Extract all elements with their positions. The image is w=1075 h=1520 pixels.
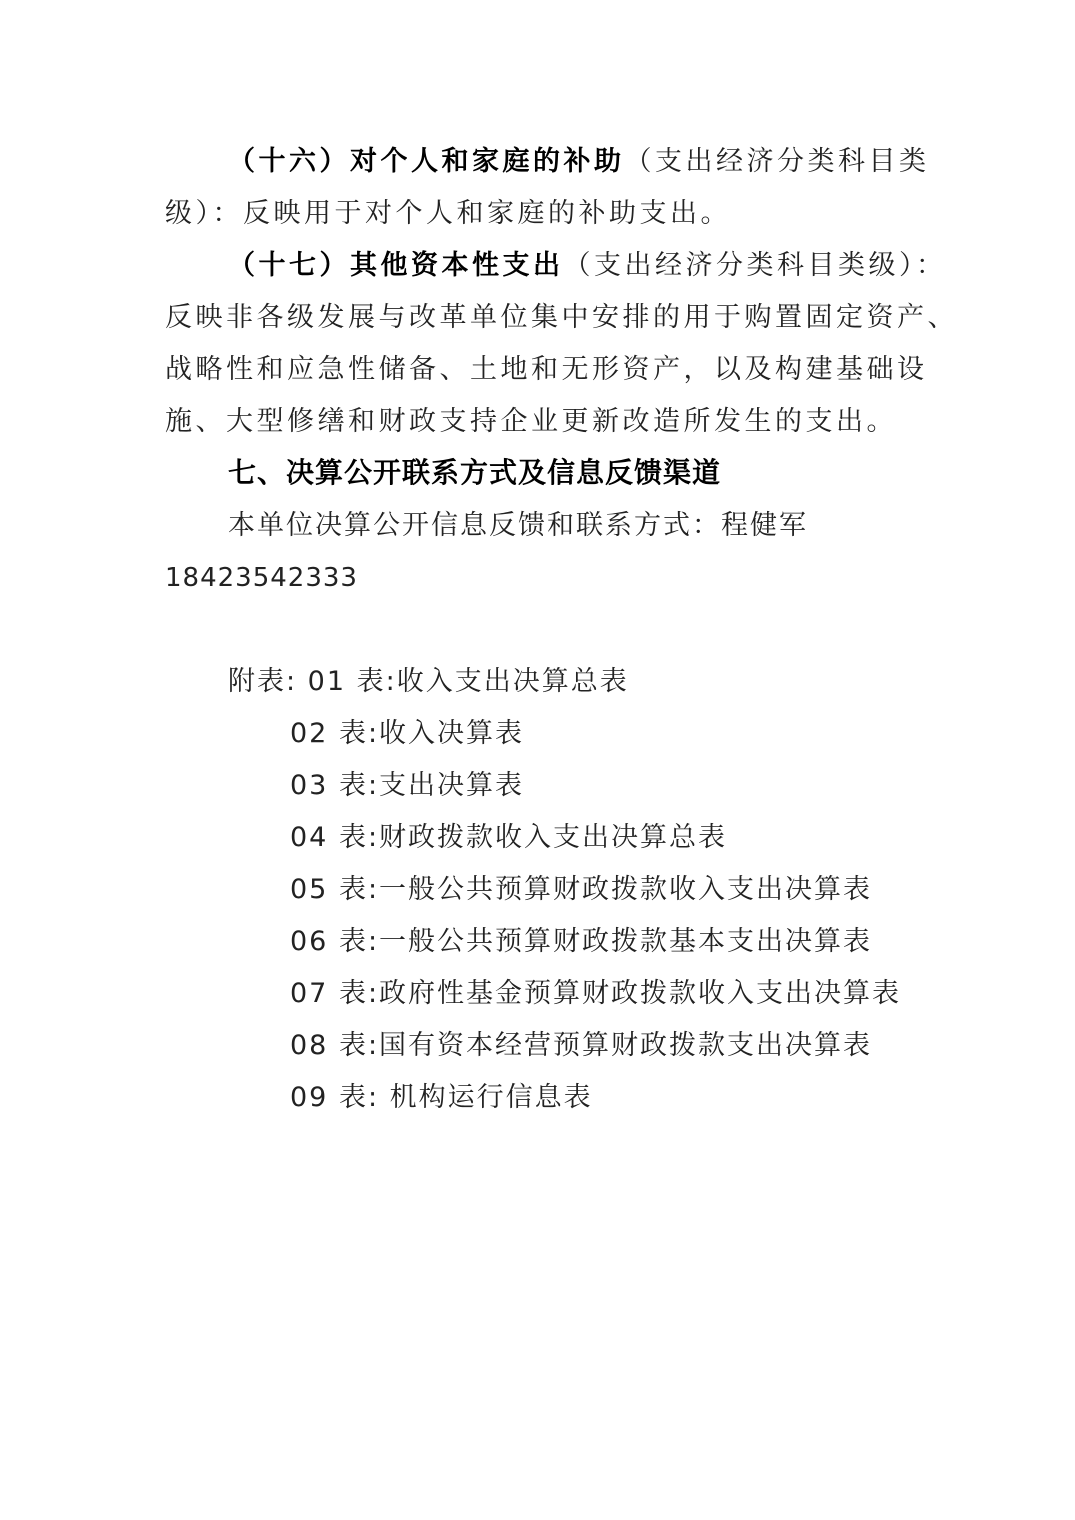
appendix-item-07: 07 表:政府性基金预算财政拨款收入支出决算表 [290, 978, 902, 1009]
section16-line2: 级）：反映用于对个人和家庭的补助支出。 [165, 198, 731, 229]
appendix-item-01: 附表: 01 表:收入支出决算总表 [228, 666, 629, 697]
appendix-item-09: 09 表: 机构运行信息表 [290, 1082, 593, 1113]
contact-phone: 18423542333 [165, 563, 358, 593]
appendix-item-03: 03 表:支出决算表 [290, 770, 525, 801]
section17-line3: 战略性和应急性储备、土地和无形资产，以及构建基础设 [165, 354, 928, 385]
appendix-item-04: 04 表:财政拨款收入支出决算总表 [290, 822, 728, 853]
contact-line: 本单位决算公开信息反馈和联系方式：程健军 [228, 510, 808, 541]
appendix-item-05: 05 表:一般公共预算财政拨款收入支出决算表 [290, 874, 873, 905]
section17-note: （支出经济分类科目类级）： [563, 250, 947, 281]
appendix-item-02: 02 表:收入决算表 [290, 718, 525, 749]
section7-heading: 七、决算公开联系方式及信息反馈渠道 [228, 456, 722, 489]
section16-note: （支出经济分类科目类 [624, 146, 930, 177]
section16-line1 [228, 145, 930, 179]
section17-title: （十七）其他资本性支出 [228, 250, 564, 281]
section17-line4: 施、大型修缮和财政支持企业更新改造所发生的支出。 [165, 406, 897, 437]
appendix-item-08: 08 表:国有资本经营预算财政拨款支出决算表 [290, 1030, 873, 1061]
section17-line1 [228, 249, 947, 283]
section17-line2: 反映非各级发展与改革单位集中安排的用于购置固定资产、 [165, 302, 958, 333]
section16-title: （十六）对个人和家庭的补助 [228, 146, 625, 177]
appendix-item-06: 06 表:一般公共预算财政拨款基本支出决算表 [290, 926, 873, 957]
